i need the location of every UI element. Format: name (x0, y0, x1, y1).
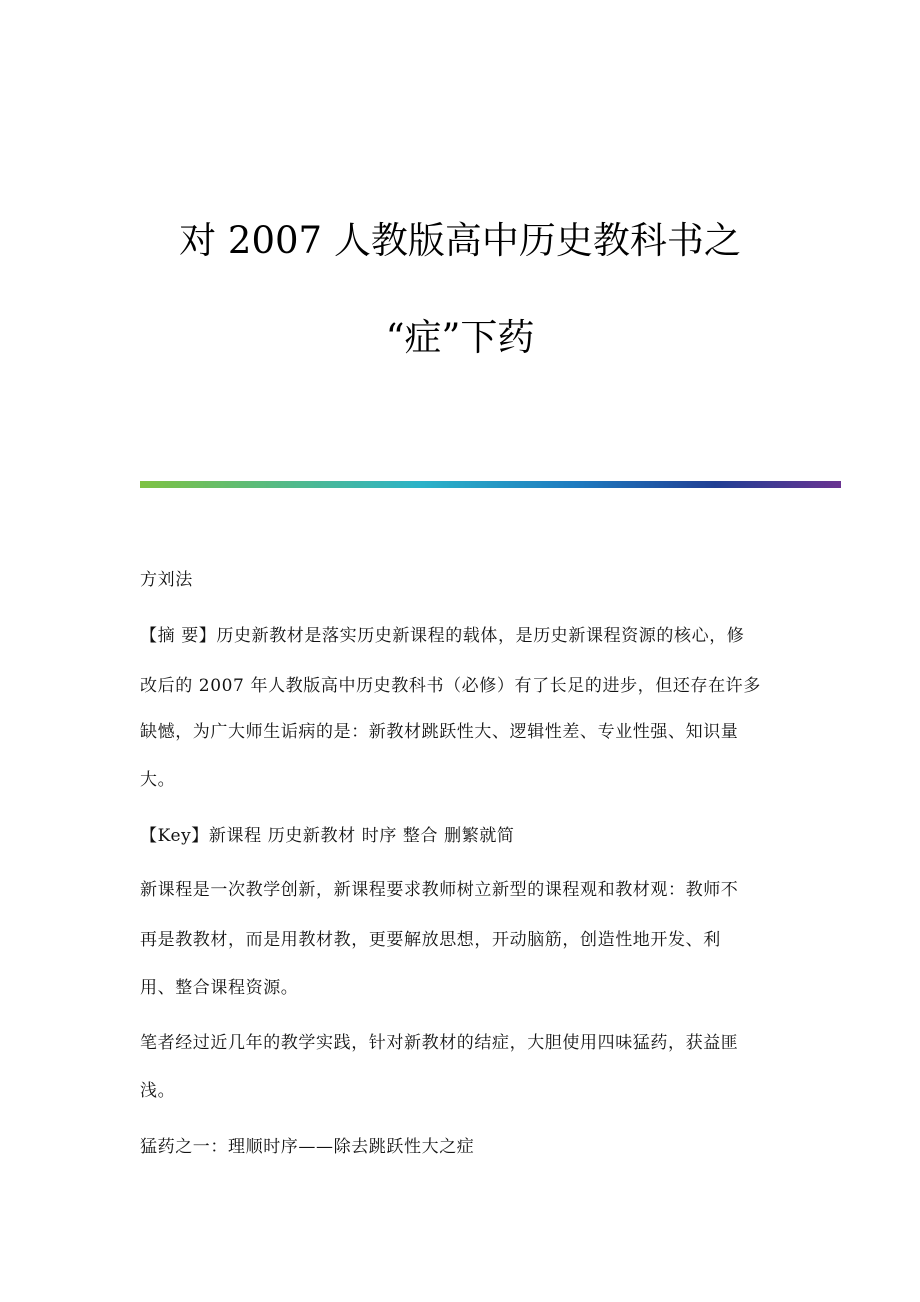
section-heading-1: 猛药之一：理顺时序——除去跳跃性大之症 (140, 1137, 475, 1157)
abstract-line-3: 缺憾，为广大师生诟病的是：新教材跳跃性大、逻辑性差、专业性强、知识量 (140, 722, 739, 742)
abstract-line-1: 【摘 要】历史新教材是落实历史新课程的载体，是历史新课程资源的核心，修 (140, 626, 745, 646)
title-line-2: “症”下药 (385, 316, 535, 359)
para1-line-3: 用、整合课程资源。 (140, 978, 299, 998)
title-line-1: 对 2007 人教版高中历史教科书之 (179, 219, 741, 262)
para1-line-1: 新课程是一次教学创新，新课程要求教师树立新型的课程观和教材观：教师不 (140, 880, 739, 900)
abstract-line-4: 大。 (140, 770, 176, 790)
gradient-divider (140, 481, 841, 488)
author: 方刘法 (140, 570, 193, 590)
para2-line-1: 笔者经过近几年的教学实践，针对新教材的结症，大胆使用四味猛药，获益匪 (140, 1033, 739, 1053)
keywords: 【Key】新课程 历史新教材 时序 整合 删繁就简 (140, 826, 515, 846)
para2-line-2: 浅。 (140, 1081, 176, 1101)
abstract-line-2: 改后的 2007 年人教版高中历史教科书（必修）有了长足的进步，但还存在许多 (140, 676, 761, 696)
para1-line-2: 再是教教材，而是用教材教，更要解放思想，开动脑筋，创造性地开发、利 (140, 930, 721, 950)
